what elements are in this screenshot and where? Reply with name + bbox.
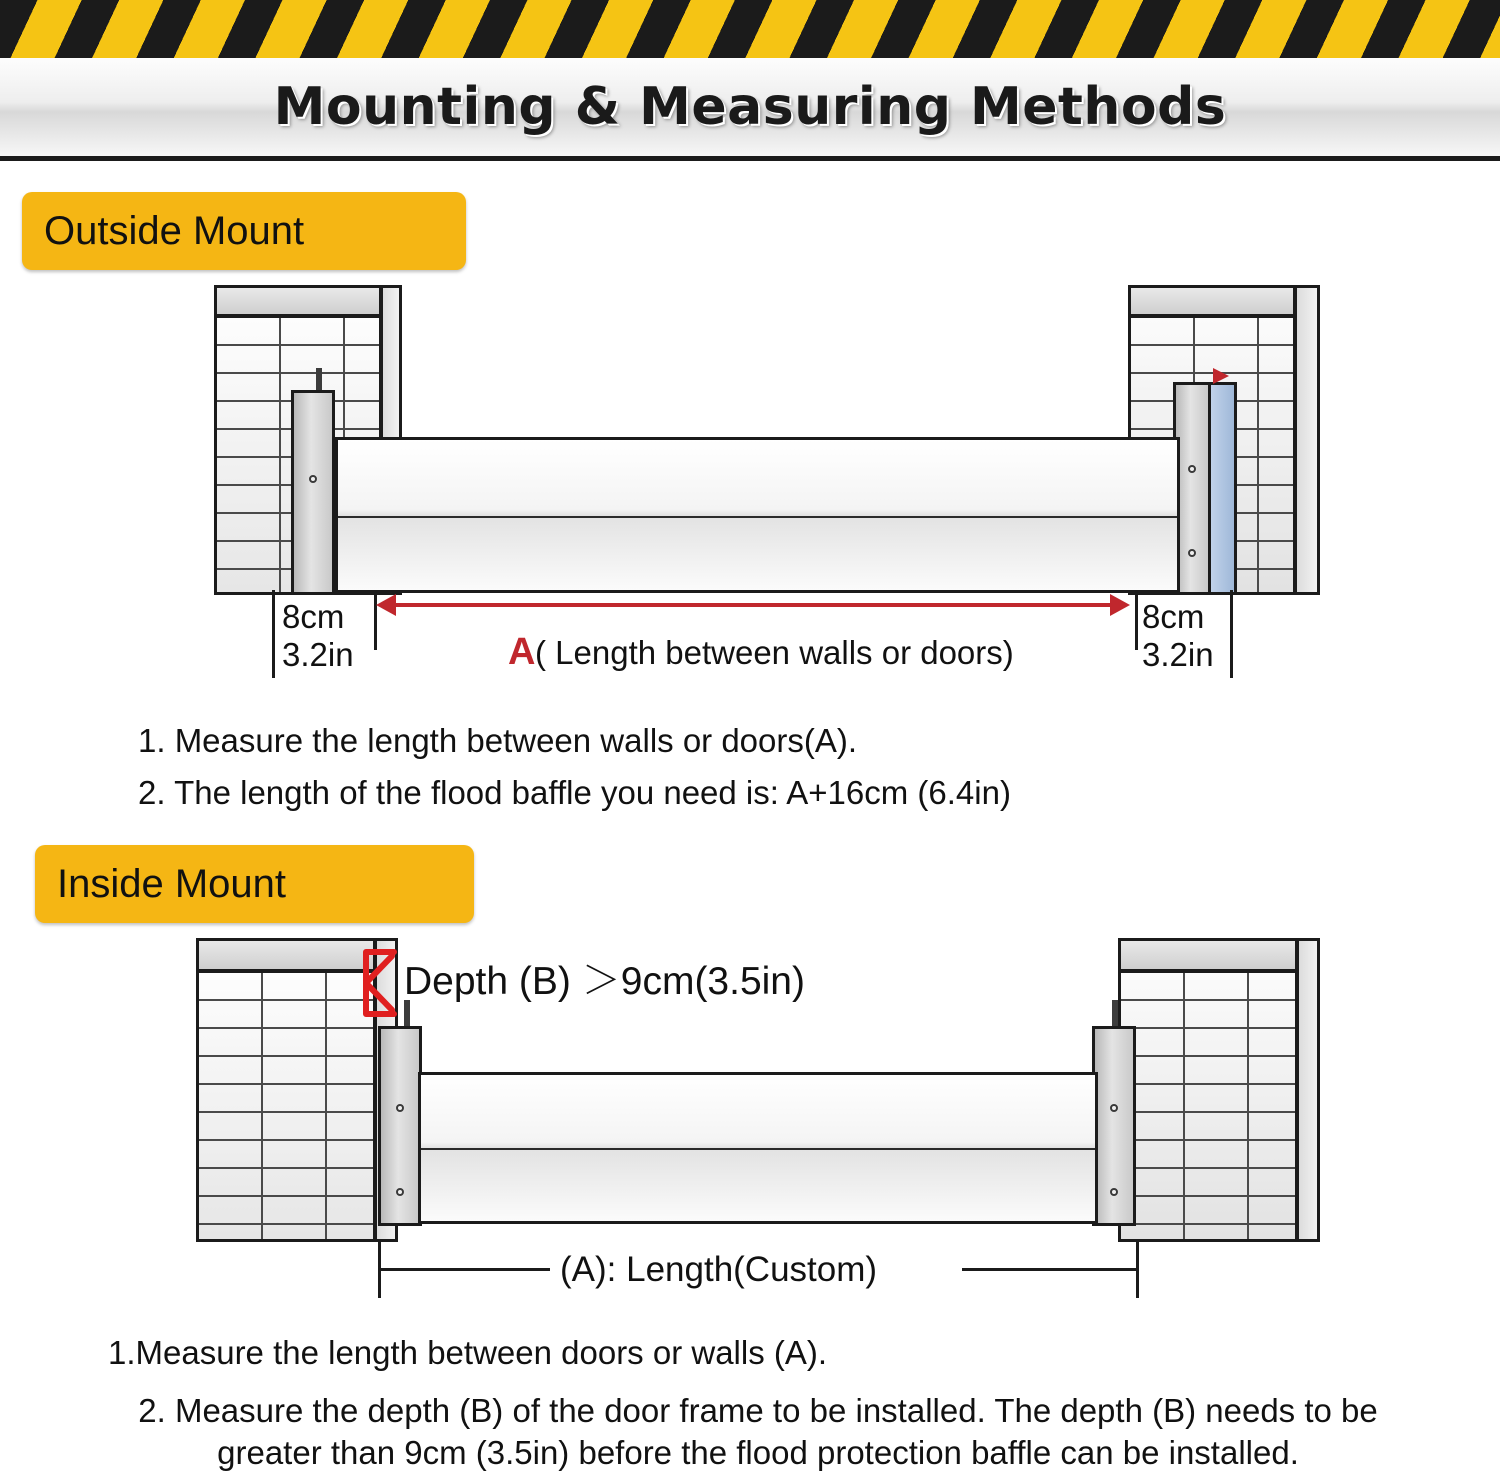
section-label-inside-mount-text: Inside Mount (57, 861, 287, 906)
inside-right-pillar-wall (1118, 970, 1298, 1242)
left-margin-tick (272, 590, 275, 678)
section-label-inside-mount (35, 845, 474, 923)
left-pillar-cap (214, 285, 382, 317)
depth-label (404, 950, 805, 1006)
inside-length-line-left (378, 1268, 550, 1271)
inside-flood-baffle-seam (421, 1148, 1095, 1150)
right-bracket-screw-bottom (1188, 549, 1196, 557)
inside-right-mounting-bracket (1092, 1026, 1136, 1226)
depth-value-text: 9cm(3.5in) (620, 960, 805, 1003)
flood-baffle-panel (335, 437, 1180, 593)
length-arrow-head-left-icon (376, 594, 396, 616)
left-bracket-screw (309, 475, 317, 483)
inside-length-caption: (A): Length(Custom) (560, 1250, 878, 1289)
left-margin-in-label: 3.2in (282, 636, 354, 673)
right-margin-tick (1230, 590, 1233, 678)
inside-right-bracket-screw-bottom (1110, 1188, 1118, 1196)
right-margin-in-label: 3.2in (1142, 636, 1214, 673)
inside-left-bracket-screw-top (396, 1104, 404, 1112)
header-banner (0, 0, 1500, 160)
right-pillar-side-face (1294, 285, 1320, 595)
inside-left-mounting-bracket (378, 1026, 422, 1226)
inside-step-1: 1.Measure the length between doors or walls (A). (108, 1334, 828, 1371)
right-bracket-pointer-icon (1213, 368, 1229, 384)
length-arrow-head-right-icon (1110, 594, 1130, 616)
length-arrow-line (392, 603, 1112, 607)
dimension-caption: ( Length between walls or doors) (535, 634, 1014, 671)
inside-length-line-right (962, 1268, 1138, 1271)
left-margin-cm-label: 8cm (282, 598, 345, 635)
page-title: Mounting & Measuring Methods (273, 77, 1227, 137)
section-label-outside-mount (22, 192, 466, 270)
inside-left-pillar-cap (196, 938, 376, 972)
depth-compare-symbol: ＞ (581, 960, 621, 1003)
inside-right-bracket-screw-top (1110, 1104, 1118, 1112)
flood-baffle-seam (338, 516, 1177, 518)
depth-label-text: Depth (B) (404, 960, 571, 1003)
left-mounting-bracket (291, 390, 335, 595)
inside-left-bracket-screw-bottom (396, 1188, 404, 1196)
outside-step-1: 1. Measure the length between walls or doors(A). (138, 722, 858, 759)
inside-left-pillar-wall (196, 970, 376, 1242)
right-margin-cm-label: 8cm (1142, 598, 1205, 635)
inside-right-pillar-cap (1118, 938, 1298, 972)
section-label-outside-mount-text: Outside Mount (44, 208, 305, 253)
right-dimension-tick (1135, 590, 1138, 650)
inside-right-pillar-side-face (1296, 938, 1320, 1242)
outside-step-2: 2. The length of the flood baffle you need is: A+16cm (6.4in) (138, 774, 1011, 811)
title-plate (0, 58, 1500, 161)
right-pillar-cap (1128, 285, 1296, 317)
hazard-stripe-decoration (0, 0, 1500, 63)
dimension-letter-a: A (508, 631, 536, 673)
inside-step-2: 2. Measure the depth (B) of the door frame to be installed. The depth (B) needs to be greater than 9cm (3.5in) before the flood protection baffle can be installed. (138, 1392, 1378, 1471)
right-bracket-screw-top (1188, 465, 1196, 473)
